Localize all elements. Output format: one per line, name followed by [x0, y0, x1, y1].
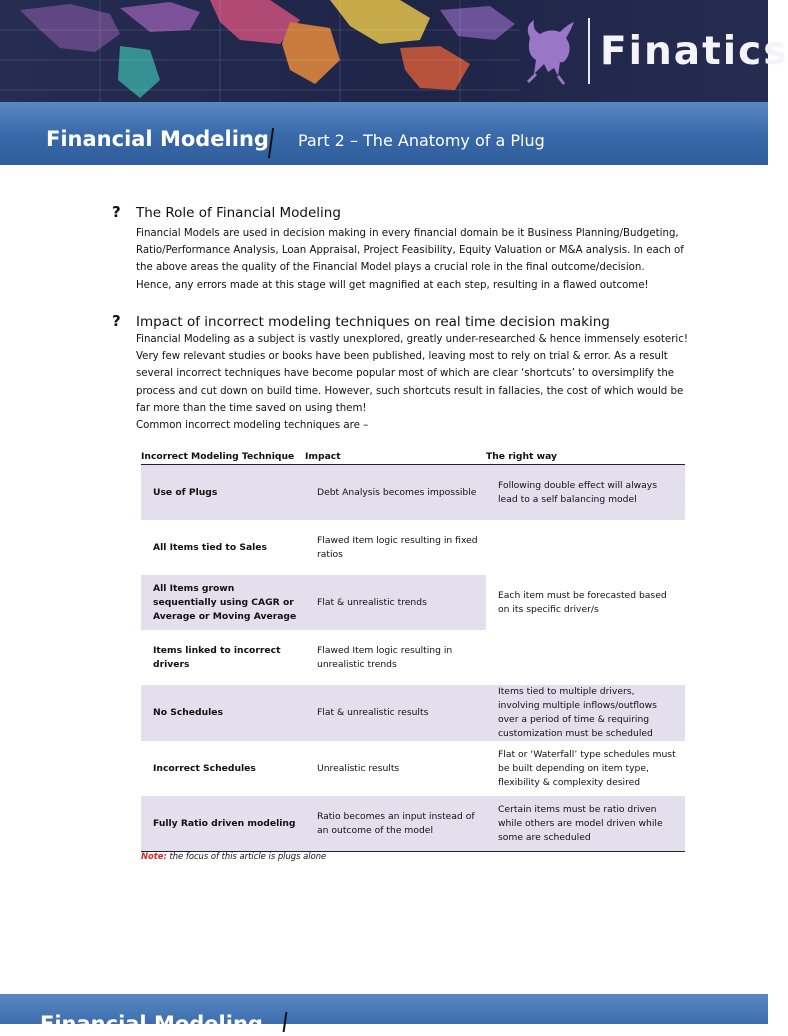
technique-cell: Items linked to incorrect drivers — [153, 644, 281, 670]
page-subtitle: Part 2 – The Anatomy of a Plug — [298, 131, 545, 150]
section-body — [136, 225, 684, 294]
right-way-cell: Items tied to multiple drivers, involving multiple inflows/outflows over a period of time & requiring customization must be scheduled — [486, 685, 685, 741]
table-row — [141, 520, 685, 575]
body-line: Financial Models are used in decision making in every financial domain be it Business Planning/Budgeting, — [136, 228, 679, 239]
section-heading: The Role of Financial Modeling — [136, 205, 341, 221]
modeling-techniques-table — [141, 449, 685, 852]
table-row — [141, 741, 685, 796]
technique-cell: Use of Plugs — [141, 465, 305, 521]
technique-cell: Incorrect Schedules — [153, 762, 256, 774]
brand-name: Finatics — [600, 29, 788, 74]
note-label: Note: — [141, 851, 167, 861]
top-banner — [0, 0, 788, 102]
body-line: Common incorrect modeling techniques are – — [136, 420, 369, 432]
page-title: Financial Modeling — [46, 127, 269, 151]
technique-cell: All Items grown sequentially using CAGR or Average or Moving Average — [141, 575, 305, 630]
header-right-way: The right way — [486, 449, 685, 465]
table-header-row — [141, 449, 685, 465]
impact-cell: Flawed Item logic resulting in unrealistic trends — [317, 644, 453, 670]
impact-cell: Flawed Item logic resulting in fixed ratios — [317, 534, 478, 560]
right-way-cell: Each item must be forecasted based on its specific driver/s — [498, 589, 667, 615]
footer-title: Financial Modeling — [40, 1012, 263, 1036]
header-technique: Incorrect Modeling Technique — [141, 449, 305, 465]
table-row — [141, 465, 685, 521]
body-line: Financial Modeling as a subject is vastly unexplored, greatly under-researched & hence immensely esoteric! — [136, 334, 688, 345]
section-body — [136, 331, 688, 434]
impact-cell: Flat & unrealistic trends — [305, 575, 486, 630]
technique-cell: No Schedules — [141, 685, 305, 741]
right-way-cell: Certain items must be ratio driven while others are model driven while some are scheduled — [486, 796, 685, 852]
section-heading: Impact of incorrect modeling techniques on real time decision making — [136, 314, 610, 330]
body-line: Hence, any errors made at this stage will get magnified at each step, resulting in a flawed outcome! — [136, 279, 649, 291]
body-line: the above areas the quality of the Financial Model plays a crucial role in the final outcome/decision. — [136, 262, 645, 274]
impact-cell: Flat & unrealistic results — [305, 685, 486, 741]
table-row — [141, 685, 685, 741]
question-marker: ? — [112, 312, 121, 330]
impact-cell: Debt Analysis becomes impossible — [305, 465, 486, 521]
brand-logo — [520, 14, 788, 88]
logo-divider — [588, 18, 590, 84]
note-text: the focus of this article is plugs alone — [166, 851, 327, 861]
body-line: several incorrect techniques have become popular most of which are clear ‘shortcuts’ to oversimplify the — [136, 368, 675, 380]
table-row — [141, 796, 685, 852]
footer-separator — [283, 1012, 288, 1032]
body-line: Very few relevant studies or books have been published, leaving most to rely on trial & error. As a result — [136, 351, 668, 363]
world-map-graphic — [0, 0, 520, 102]
footer-bar — [0, 994, 768, 1036]
right-way-cell: Following double effect will always lead to a self balancing model — [486, 465, 685, 521]
technique-cell: Fully Ratio driven modeling — [141, 796, 305, 852]
body-line: process and cut down on build time. However, such shortcuts result in fallacies, the cost of which would be — [136, 385, 684, 397]
bull-icon — [520, 16, 580, 86]
impact-cell: Ratio becomes an input instead of an outcome of the model — [305, 796, 486, 852]
header-impact: Impact — [305, 449, 486, 465]
right-way-cell: Flat or ‘Waterfall’ type schedules must be built depending on item type, flexibility & complexity desired — [498, 748, 676, 788]
body-line: Ratio/Performance Analysis, Loan Appraisal, Project Feasibility, Equity Valuation or M&A analysis. In each of — [136, 245, 684, 257]
table-note — [141, 851, 326, 861]
body-line: far more than the time saved on using them! — [136, 402, 367, 414]
question-marker: ? — [112, 203, 121, 221]
technique-cell: All Items tied to Sales — [153, 541, 268, 553]
impact-cell: Unrealistic results — [317, 762, 400, 774]
